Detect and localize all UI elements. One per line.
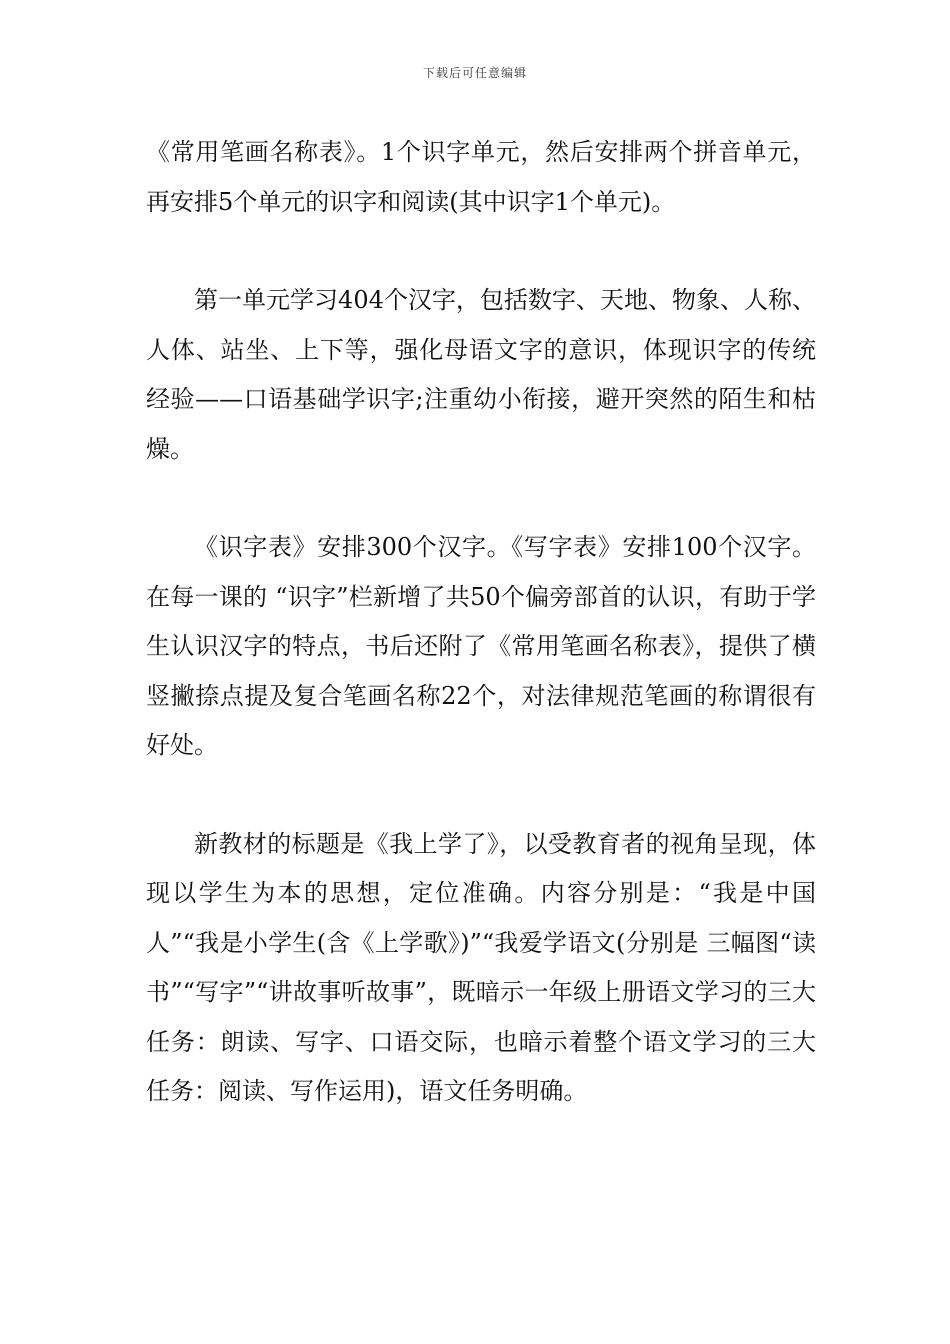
paragraph-3: 《识字表》安排300个汉字。《写字表》安排100个汉字。在每一课的 “识字”栏新增了共50个偏旁部首的认识，有助于学生认识汉字的特点，书后还附了《常用笔画名称表》，提供了横竖撇捺点提及复合笔画名称22个，对法律规范笔画的称谓很有好处。 <box>146 533 816 759</box>
document-body <box>146 128 816 1166</box>
paragraph-4: 新教材的标题是《我上学了》，以受教育者的视角呈现，体现以学生为本的思想，定位准确。内容分别是：“我是中国人”“我是小学生(含《上学歌》)”“我爱学语文(分别是 三幅图“读书”“写字”“讲故事听故事”，既暗示一年级上册语文学习的三大任务：朗读、写字、口语交际，也暗示着整个语文学习的三大任务：阅读、写作运用)，语文任务明确。 <box>146 829 816 1105</box>
page-header: 下载后可任意编辑 <box>422 66 527 80</box>
paragraph-1: 《常用笔画名称表》。1个识字单元，然后安排两个拼音单元，再安排5个单元的识字和阅读(其中识字1个单元)。 <box>146 138 816 216</box>
paragraph-2: 第一单元学习404个汉字，包括数字、天地、物象、人称、人体、站坐、上下等，强化母语文字的意识，体现识字的传统经验——口语基础学识字;注重幼小衔接，避开突然的陌生和枯燥。 <box>146 286 816 463</box>
